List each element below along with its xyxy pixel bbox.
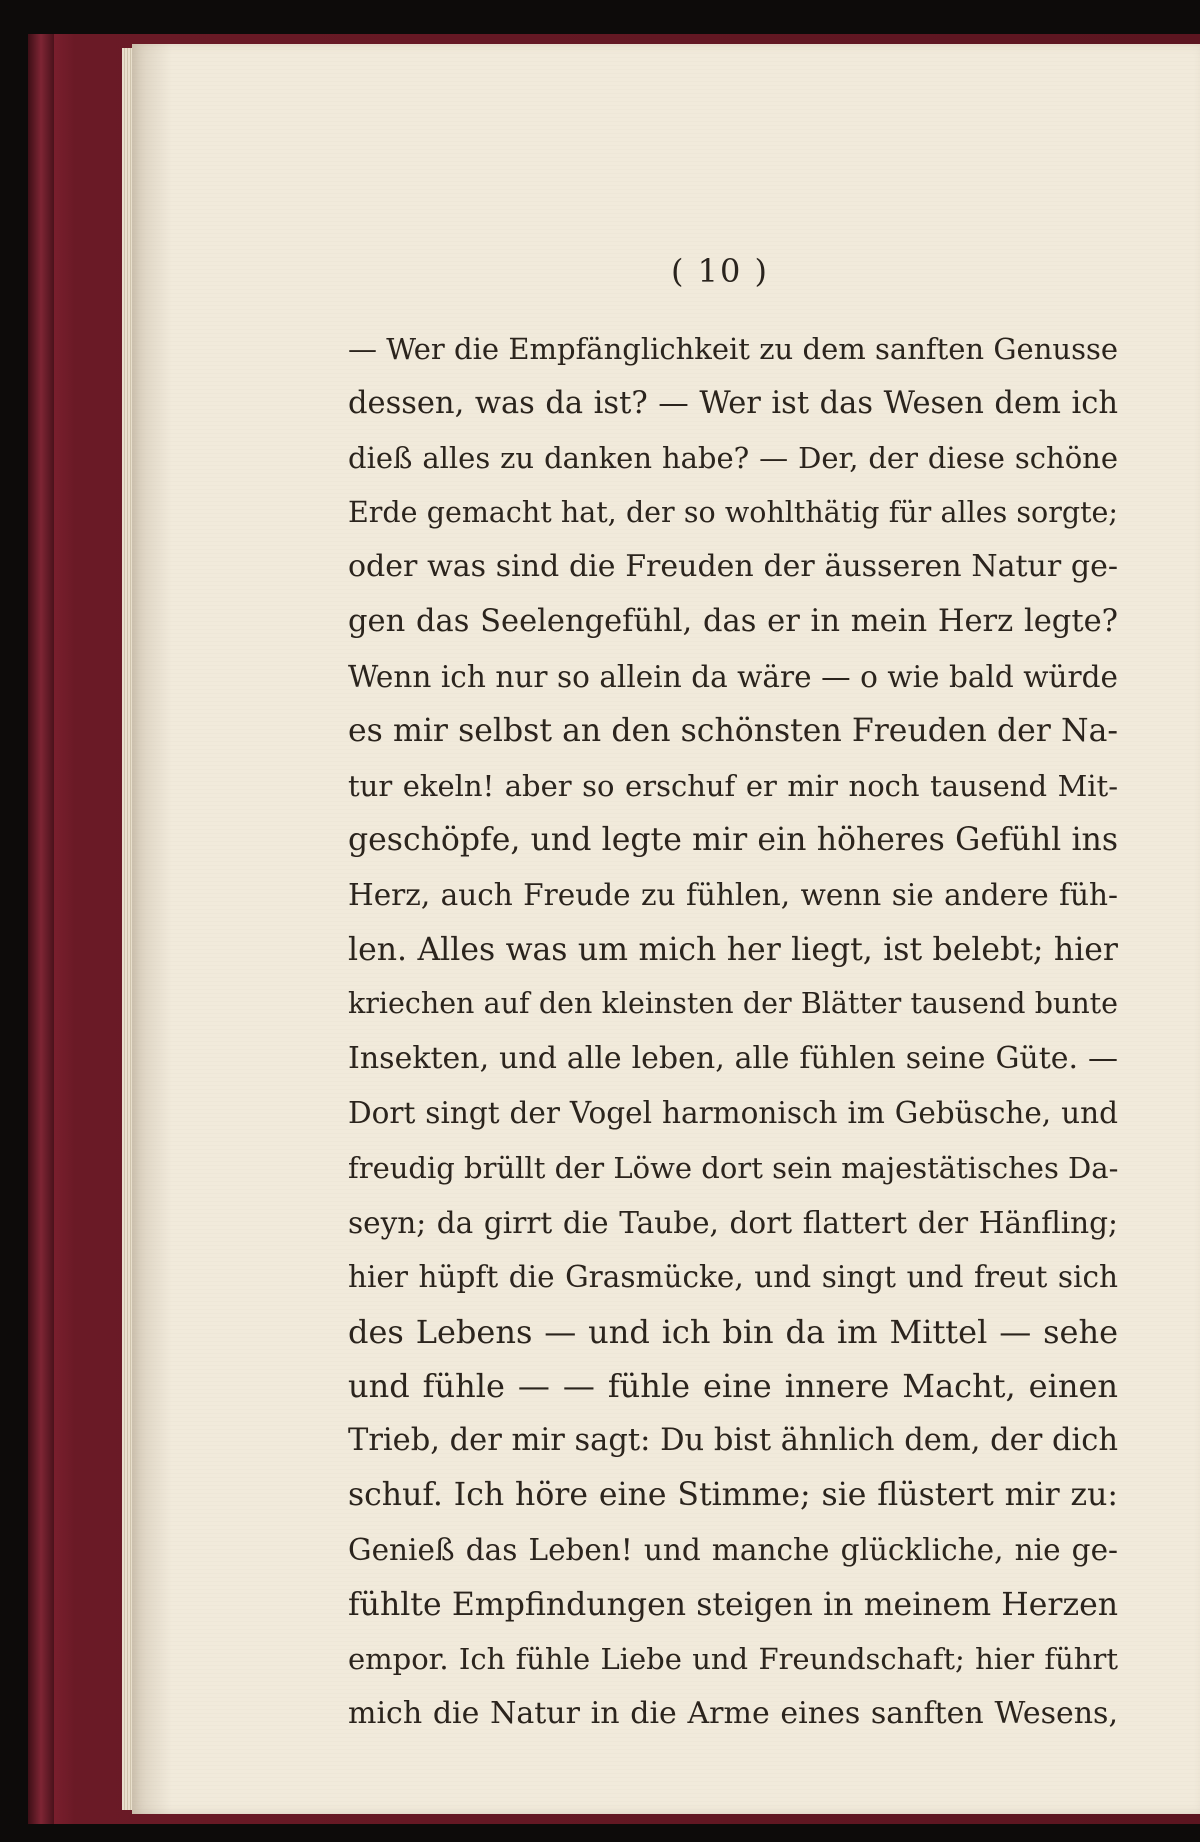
text-line: kriechen auf den kleinsten der Blätter tausend bunte xyxy=(348,987,1118,1021)
text-line: Herz, auch Freude zu fühlen, wenn sie andere füh- xyxy=(348,877,1118,912)
text-line: seyn; da girrt die Taube, dort flattert der Hänfling; xyxy=(348,1205,1118,1240)
text-line: Genieß das Leben! und manche glückliche, nie ge- xyxy=(348,1533,1118,1568)
text-line: oder was sind die Freuden der äusseren Natur ge- xyxy=(348,549,1118,585)
text-line: geschöpfe, und legte mir ein höheres Gefühl ins xyxy=(348,822,1118,859)
text-line: hier hüpft die Grasmücke, und singt und freut sich xyxy=(348,1260,1118,1295)
text-line: dessen, was da ist? — Wer ist das Wesen dem ich xyxy=(348,385,1118,421)
cover-spine xyxy=(28,34,54,1824)
page-number: ( 10 ) xyxy=(670,252,770,290)
text-line: des Lebens — und ich bin da im Mittel — sehe xyxy=(348,1312,1118,1351)
text-line: Insekten, und alle leben, alle fühlen seine Güte. — xyxy=(348,1040,1118,1076)
text-line: empor. Ich fühle Liebe und Freundschaft; hier führt xyxy=(348,1642,1118,1677)
text-line: Wenn ich nur so allein da wäre — o wie bald würde xyxy=(348,659,1118,694)
text-line: Erde gemacht hat, der so wohlthätig für alles sorgte; xyxy=(348,495,1118,529)
text-line: und fühle — — fühle eine innere Macht, einen xyxy=(348,1367,1118,1406)
text-line: Dort singt der Vogel harmonisch im Gebüsche, und xyxy=(348,1096,1118,1131)
text-line: es mir selbst an den schönsten Freuden der Na- xyxy=(348,713,1118,750)
text-line: gen das Seelengefühl, das er in mein Herz legte? xyxy=(348,603,1118,639)
text-line: freudig brüllt der Löwe dort sein majestätisches Da- xyxy=(348,1150,1118,1185)
text-line: dieß alles zu danken habe? — Der, der diese schöne xyxy=(348,441,1118,476)
text-line: mich die Natur in die Arme eines sanften Wesens, xyxy=(348,1695,1118,1731)
text-line: schuf. Ich höre eine Stimme; sie flüstert mir zu: xyxy=(348,1477,1118,1514)
text-line: — Wer die Empfänglichkeit zu dem sanften Genusse xyxy=(348,332,1118,366)
text-line: Trieb, der mir sagt: Du bist ähnlich dem, der dich xyxy=(348,1422,1118,1458)
text-line: fühlte Empfindungen steigen in meinem Herzen xyxy=(348,1586,1118,1623)
body-text xyxy=(348,322,1118,1741)
page-gutter-shadow xyxy=(132,44,172,1814)
text-line: tur ekeln! aber so erschuf er mir noch tausend Mit- xyxy=(348,768,1118,803)
text-line: len. Alles was um mich her liegt, ist belebt; hier xyxy=(348,931,1118,968)
